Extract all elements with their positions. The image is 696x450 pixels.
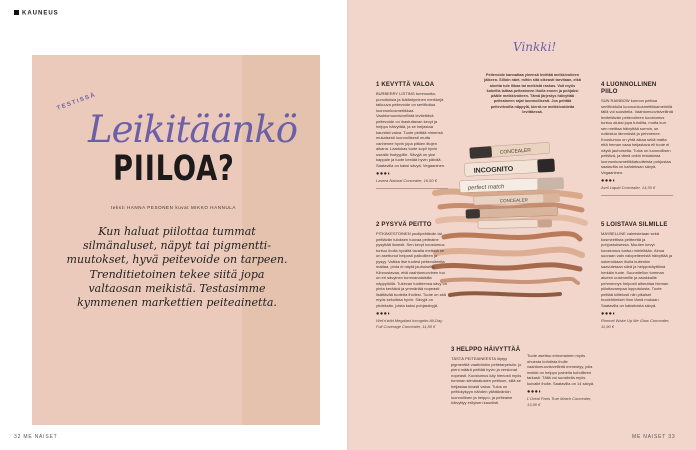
tube-label: CONCEALER <box>499 197 528 204</box>
tube-label: CONCEALER <box>499 147 532 156</box>
product-4-heading: 4 LUONNOLLINEN PIILO <box>601 82 657 95</box>
product-4-rating: ●●●◐ <box>601 178 617 184</box>
concealer-tube-6 <box>478 220 538 229</box>
swatch-stroke <box>436 250 582 255</box>
product-3-heading: 3 HELPPO HÄIVYTTÄÄ <box>451 347 521 353</box>
title-line-1: Leikitäänkö <box>88 108 298 151</box>
section-label: KAUNEUS <box>14 10 59 17</box>
swatch-stroke <box>434 265 580 269</box>
tube-cap <box>544 193 560 203</box>
product-3 <box>451 347 523 406</box>
product-1-rating: ●●●◐ <box>376 171 392 177</box>
tube-label: INCOGNITO <box>473 165 514 175</box>
product-3-body-2: Tuote asettuu erinomainen myös ohuesta kohdista iholle vaahtomuovisivellintä menestyy, jolla meikki on helppo painella kohdilleen tarkasti. Tällä voi suositella myös kuivalle iholle. Saatavilla on 14 sävyä. <box>527 353 595 386</box>
left-page <box>0 0 347 450</box>
product-4 <box>601 82 673 196</box>
product-4-body: SUN RAINBOW kunnon peittoa sertifioidulla luonnonkosmetiikkamerkillä tällä voi suositella. Vaahtomuovisivellintä levitettävän peitevoiteen koostumus tuntuu aluksi jopa tuhdilta, mutta kun sen meittaa häivyttää sormin, se notkistuu lämmöstä ja pehmenee. Koostumus on yhtä aikaa sekä matta että heman vaaa heijastava eli tuote ei näytä jauhoiselta. Tulos on luonnollisen peittävä, ja tämä onkin testatuista luonnonkosmetiikkatuotteista pohjustaa saatavilla on kahdeksan sävyä. Vegaaninen. <box>601 98 673 175</box>
tube-cap <box>538 177 564 190</box>
swatch-stroke <box>444 234 580 239</box>
product-photo <box>430 95 590 305</box>
kicker: TESTISSÄ <box>56 92 98 112</box>
product-3-caption: L'Oréal Paris True Match Concealer, 13,90 € <box>527 396 592 407</box>
folio-right: ME NAISET 33 <box>632 434 676 440</box>
divider <box>601 195 673 196</box>
product-3-continued <box>527 351 599 407</box>
divider <box>376 188 448 189</box>
product-2-heading: 2 PYSYVÄ PEITTO <box>376 222 432 228</box>
product-5-caption: Rimmel Wake Up Me Glow Concealer, 11,90 € <box>601 318 670 329</box>
swatch-stroke <box>442 279 578 283</box>
tip-title: Vinkki! <box>513 40 557 54</box>
product-2-body: PITKÄKESTOINEN puolipeittävän tai peittävän tuloksen tuovaa peiteaine pysyttää ilosesti. Sen kevyt koostumus tuntuu iholla hyvältä tavalla meikkiä se on asettunut helposti paikoilleen ja pysyy. Valkka itse tuotesi peitevoiteella mattaa, pinta ei näytä jauhoiselta. Kiinnostavaa, että vaahtomuovinen tuo on eri sävyinen tummanalaisilla näppylöillä. Tukevan tuotteensa sävy on pinta keräävä ja ymmärtää nopeasti lisättävää tuotetta ihollesi. Tuote on sitä myös sekoittaa hyvin. Sävyjä on yhdeksän, joista kaksi pohjasävyjä. <box>376 231 447 308</box>
product-5-rating: ●●●◐ <box>601 311 617 317</box>
tube-cap <box>466 209 480 218</box>
tube-cap <box>537 159 555 173</box>
product-2-rating: ●●●◐ <box>376 311 392 317</box>
product-5 <box>601 222 673 329</box>
product-2-caption: Wet'n'wild Megalast Incognito All-Day Full Coverage Concealer, 11,80 € <box>376 318 443 329</box>
product-3-body: TÄSTÄ PEITEAINEESTA löytyy pigmenttiä vaativiinkin peitetarpeisiin: jo pieni määrä peittää hyvin ja versionat nopeasti. Koostumus käy hienosti myös tumman silmänalusten peittoon, sillä se heijastaa kivasti valoa. Tulos on peittokykyyn nähden yllättävänkin luonnollinen ja helppo, ja peiteaine häivyttyy erityisen kauniisti. <box>451 356 522 405</box>
title-line-2: PIILOA? <box>113 149 235 189</box>
product-2 <box>376 222 448 329</box>
product-1 <box>376 82 448 189</box>
tube-cap <box>538 219 552 227</box>
tip-text: Peitevoide kannattaa yleensä levittää meikkivoiteen jälkeen. Silloin näet, mihin sitä oikeasti tarvitaan, eikä ainetta tule liikaa tai meikistä raskas. Voit myös kokeilla laittaa peiteaineen ihoila ennen ja pohjaksi päälle meikkivoiteen. Tämä järjestys häivyttää peiteaineen rajat luonnollisesti. Jos peittää peiteviivoilla näppylä, kierrä ne meikkivoidetta levittäessä. <box>484 73 581 115</box>
product-1-body: BURBERRY LISTING tummuutta, punoituksia ja ikäläntyminen merkkejä taikuuva peitevoide on sertifioitua luonnonkosmetiikkaa. Vaahtomuovisivellintä levitettävä peitevoide on ihastuttavan kevyt ja helppo häivyttää, ja se heijastaa kauniisti valoa. Tuote peittää nimensä mukaisesti luonnollisesti mutta vanhenee hyvin jopa pitkien iltojen aikana. Laadukas tuote sopii hyvin usealle ihotyypille. Sävyjä on yksi kappale ja tuote kestää hyvin päivää. Saatavilla on kaksi sävyä. Vegaaninen. <box>376 91 446 168</box>
swatch-stroke <box>450 293 560 295</box>
lead-paragraph: Kun haluat piilottaa tummat silmänaluset, näpyt tai pigmentti-muutokset, hyvä peitevoide on tarpeen. Trenditietoinen tekee siitä jopa valtaosan meikistä. Testasimme kymmenen markettien peiteainetta. <box>66 225 288 310</box>
product-5-body: MAYBELLINE valmistetaan sekä kosmeettista peitteettä ja pohjustuksessa. Muuten kevyt koostumus tuntuu mieleltään. Ainoa suoraan vain valopeitemistä häivyttää ja sokeroidaan iholla kuitenkin saavutetaan sileä ja helppokäyttöisä herkäin tuote. Suunnitellun tumman alueen uusimmille ja asiakkaille pehmennys helposti aiheuttaa hieman piilottavampaa lopputulosta. Tuote peittää kiiltelosti niin pikaiset huolehtimiset ihon tämä mukaan. Saatavilla on kaksitoista sävyä. <box>601 231 672 308</box>
product-3-rating: ●●●◐ <box>527 389 543 395</box>
tube-cap <box>469 146 492 159</box>
product-5-heading: 5 LOISTAVA SILMILLE <box>601 222 668 228</box>
product-1-caption: Lavera Natural Concealer, 16,50 € <box>376 178 437 183</box>
folio-left: 32 ME NAISET <box>14 434 58 440</box>
product-1-heading: 1 KEVYTTÄ VALOA <box>376 82 435 88</box>
byline: teksti HANNA PESONEN kuvat MIKKO HANNULA <box>110 205 237 210</box>
product-4-caption: Avril Liquid Concealer, 14,30 € <box>601 185 656 190</box>
tube-label: perfect match <box>467 184 505 192</box>
